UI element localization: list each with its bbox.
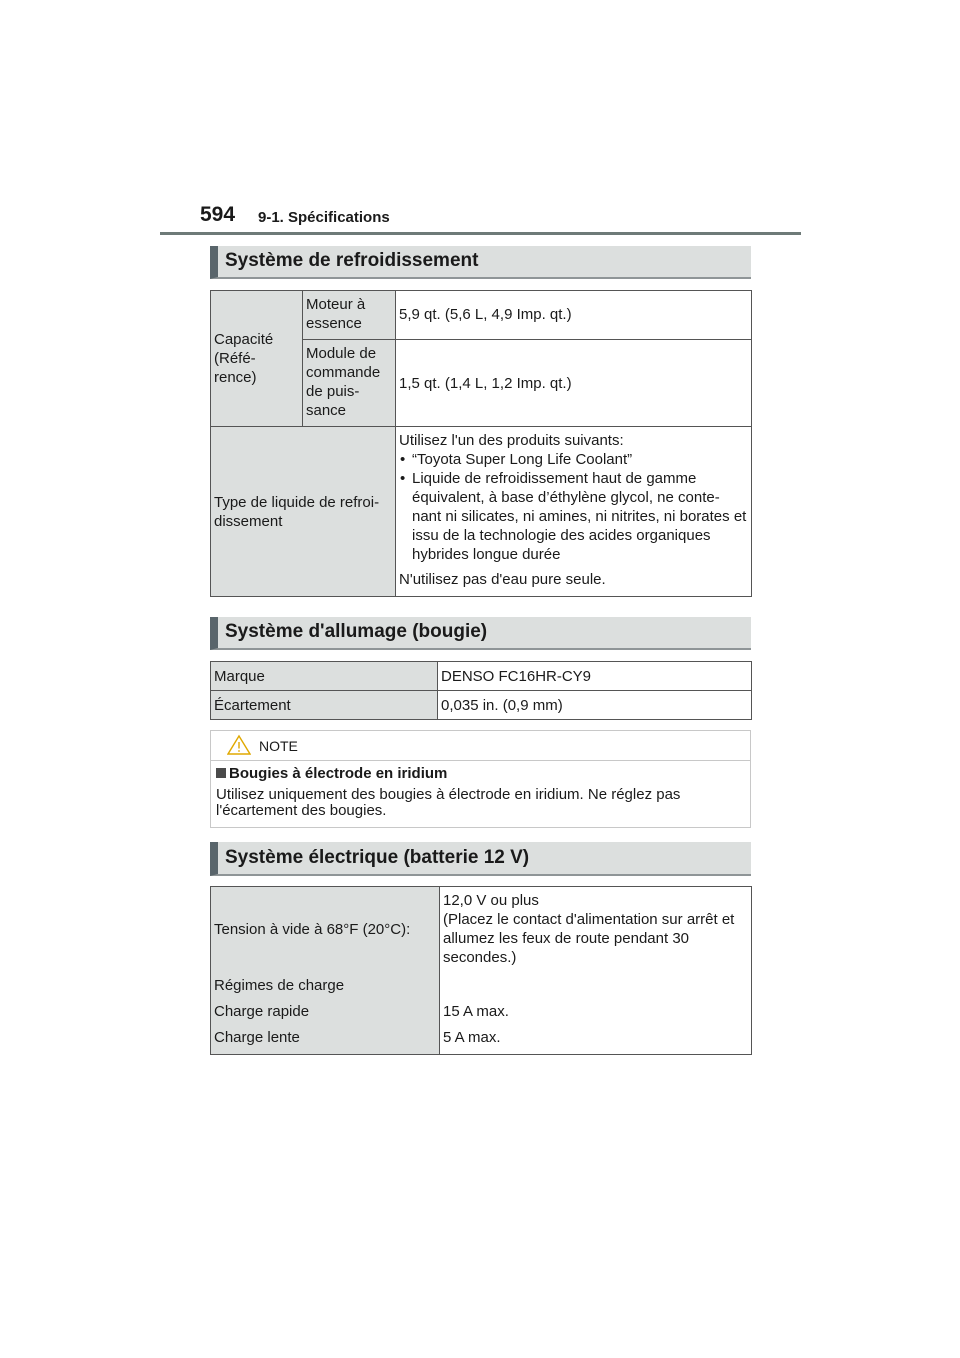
page-number: 594: [200, 203, 236, 226]
ignition-section-title: Système d'allumage (bougie): [210, 617, 751, 650]
electrical-label-cell: [211, 887, 440, 1055]
electrical-section-title: Système électrique (batterie 12 V): [210, 842, 751, 876]
ignition-spec-table: [210, 661, 752, 720]
note-body: Utilisez uniquement des bougies à électrode en iridium. Ne réglez pas l'écartement des bougies.: [216, 786, 681, 819]
pcu-label: Module de commande de puis- sance: [303, 340, 396, 427]
coolant-option: • Liquide de refroidissement haut de gamme équivalent, à base d’éthylène glycol, ne conte-nant ni silicates, ni amines, ni nitrites, ni borates et issu de la technologie des acides organiques hybrides longue durée: [399, 469, 748, 564]
coolant-type-value: [396, 427, 752, 597]
cooling-section-title: Système de refroidissement: [210, 246, 751, 279]
gap-value: 0,035 in. (0,9 mm): [438, 691, 752, 720]
fast-charge-value: 15 A max.: [443, 1002, 509, 1020]
section-path: 9-1. Spécifications: [258, 209, 390, 226]
cooling-spec-table: [210, 290, 752, 597]
charge-rates-value: [440, 972, 751, 998]
brand-value: DENSO FC16HR-CY9: [438, 662, 752, 691]
voltage-value: 12,0 V ou plus (Placez le contact d'alimentation sur arrêt et allumez les feux de route pendant 30 secondes.): [443, 892, 735, 966]
square-bullet-icon: [216, 768, 226, 778]
coolant-intro: Utilisez l'un des produits suivants:: [399, 432, 624, 449]
electrical-spec-table: [210, 886, 752, 1055]
coolant-type-label: Type de liquide de refroi- dissement: [211, 427, 396, 597]
note-title: NOTE: [259, 738, 298, 754]
capacity-label: Capacité (Réfé- rence): [211, 291, 303, 427]
charge-rates-label: Régimes de charge: [214, 976, 345, 994]
header-rule: [160, 232, 801, 235]
note-header: [211, 731, 750, 761]
gas-engine-label: Moteur à essence: [303, 291, 396, 340]
note-box: [210, 730, 751, 828]
electrical-value-cell: [440, 887, 752, 1055]
gap-label: Écartement: [211, 691, 438, 720]
slow-charge-value: 5 A max.: [443, 1028, 501, 1046]
voltage-label: Tension à vide à 68°F (20°C):: [214, 921, 411, 938]
brand-label: Marque: [211, 662, 438, 691]
warning-triangle-icon: [227, 734, 251, 761]
coolant-warning: N'utilisez pas d'eau pure seule.: [399, 571, 606, 588]
gas-engine-value: 5,9 qt. (5,6 L, 4,9 Imp. qt.): [396, 291, 752, 340]
pcu-value: 1,5 qt. (1,4 L, 1,2 Imp. qt.): [396, 340, 752, 427]
note-subtitle: Bougies à électrode en iridium: [216, 765, 447, 782]
coolant-option: • “Toyota Super Long Life Coolant”: [399, 450, 748, 469]
slow-charge-label: Charge lente: [214, 1028, 300, 1046]
fast-charge-label: Charge rapide: [214, 1002, 310, 1020]
